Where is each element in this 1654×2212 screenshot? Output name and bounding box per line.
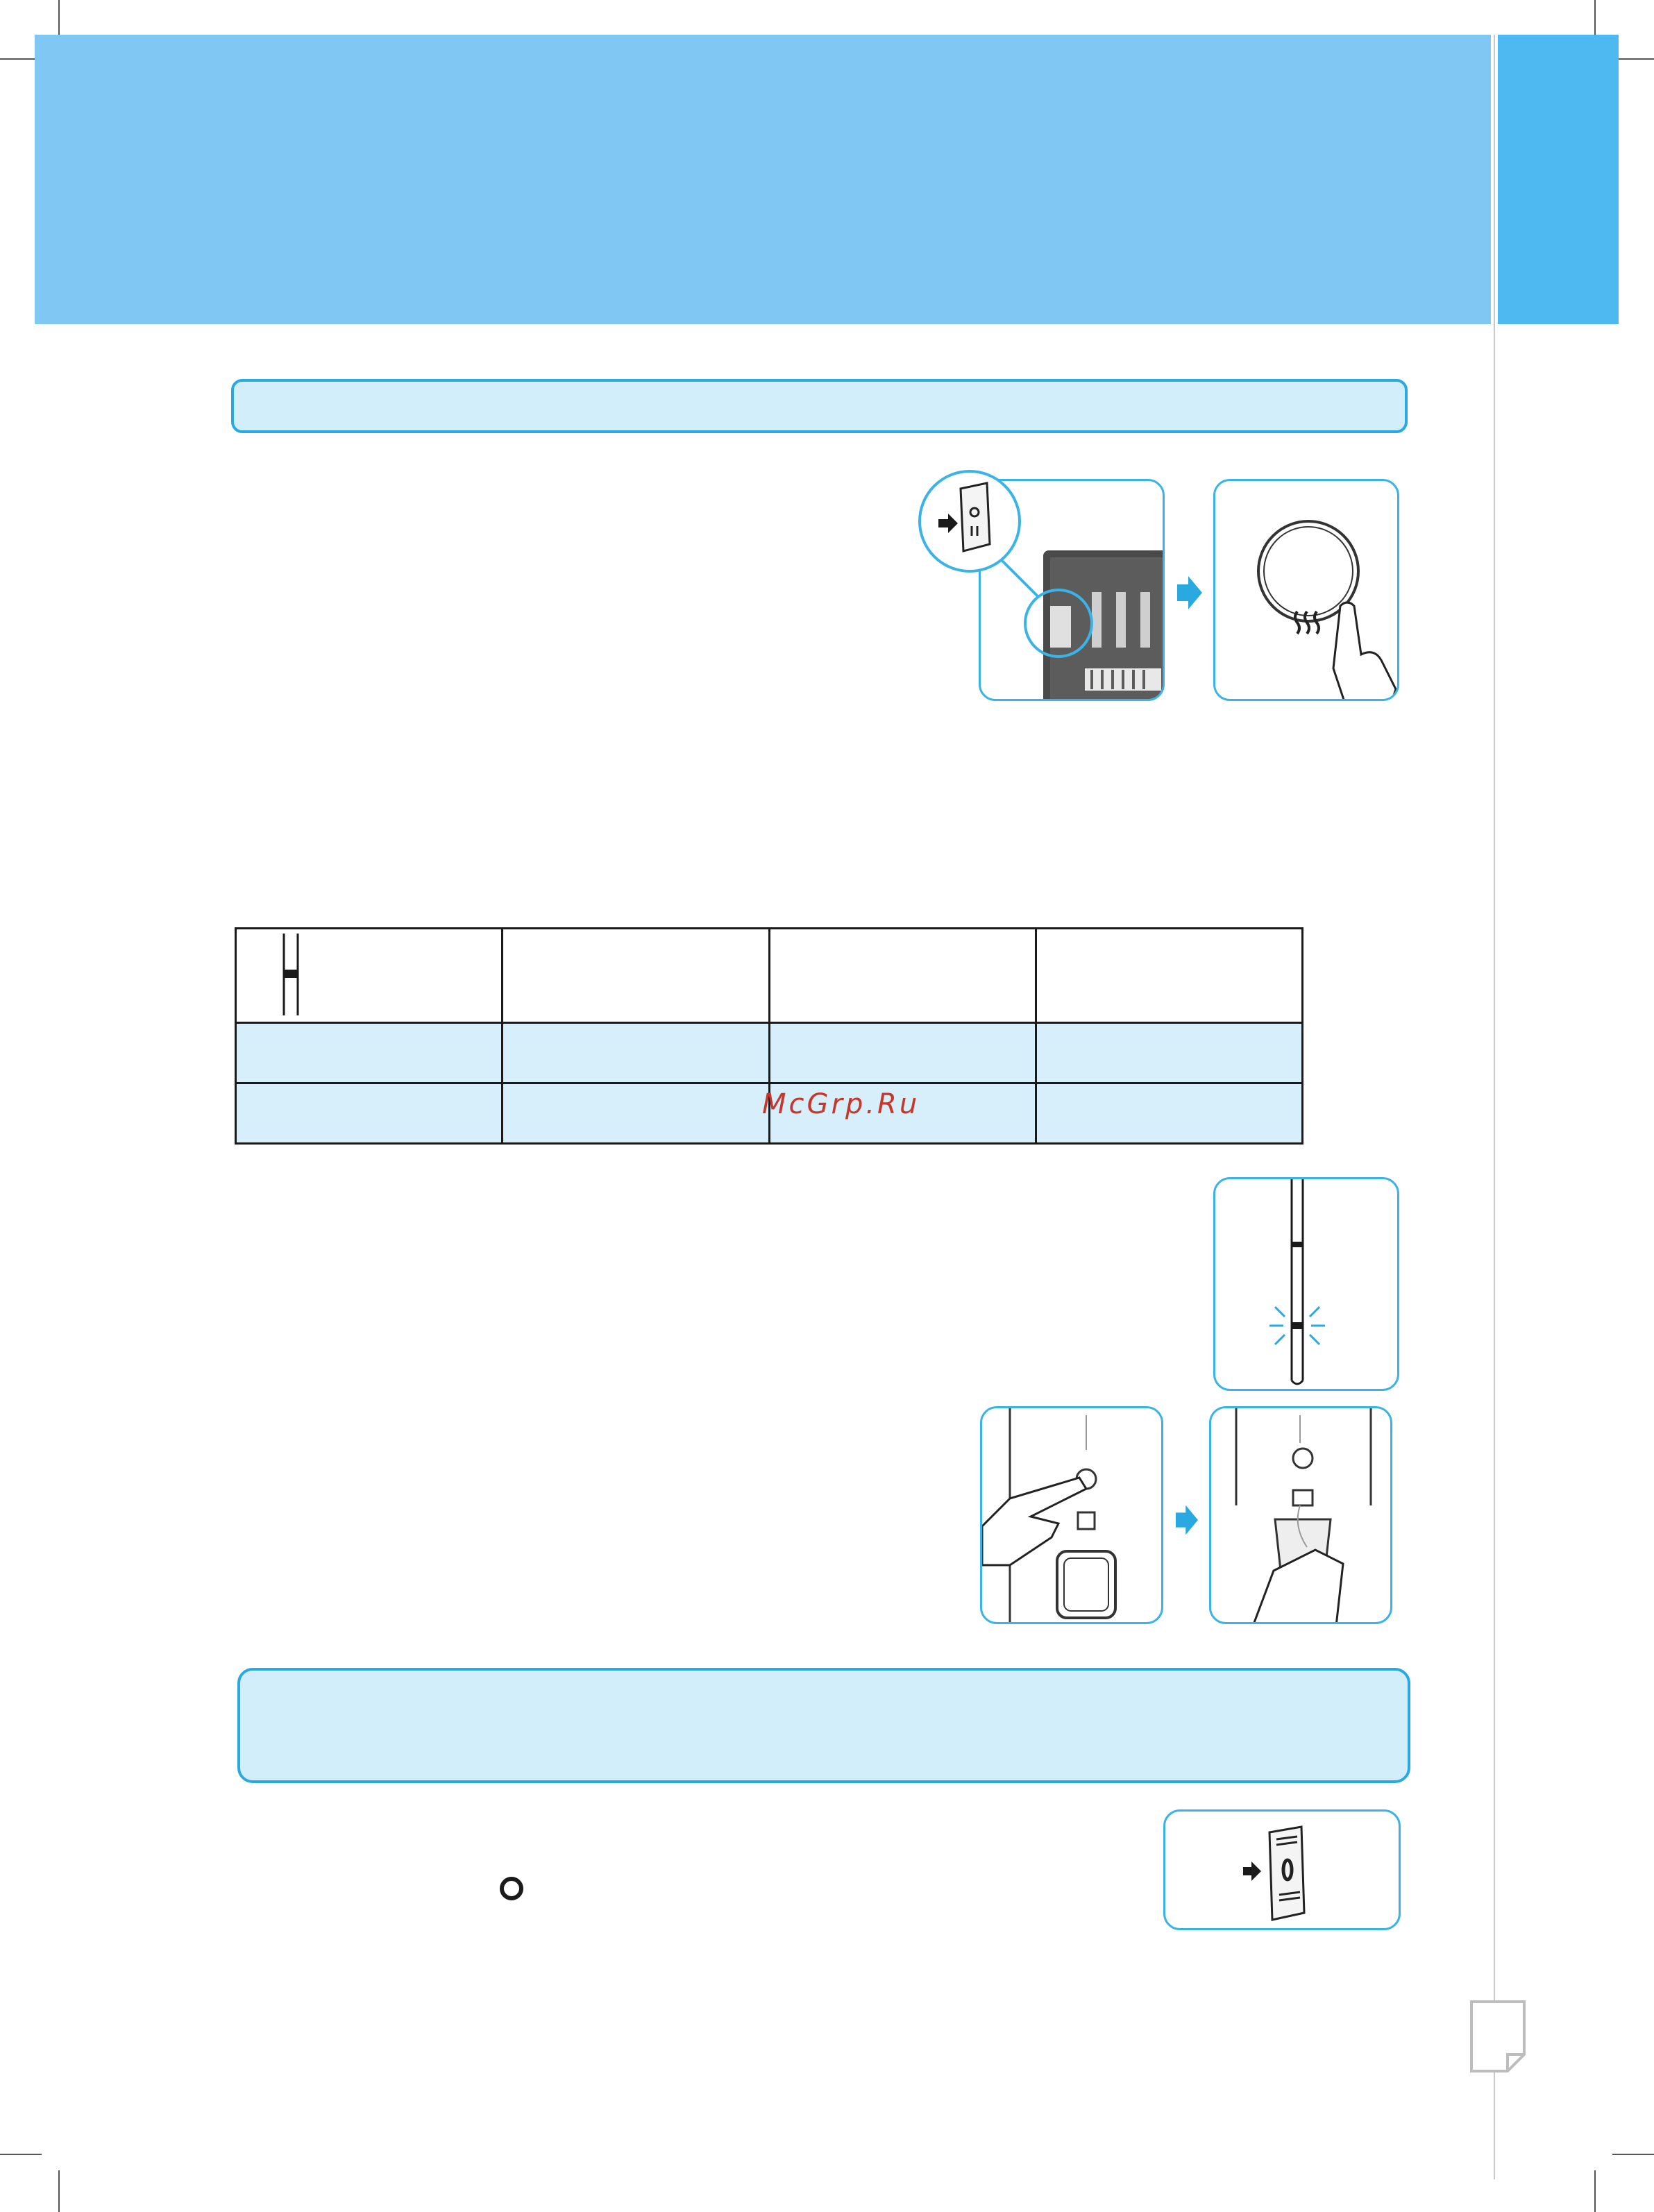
step-arrow-icon	[1177, 576, 1202, 613]
table-cell	[1036, 1083, 1302, 1144]
chapter-tab	[1498, 35, 1619, 324]
table-cell	[503, 1083, 769, 1144]
table-cell	[236, 929, 503, 1023]
table-cell	[503, 1023, 769, 1083]
table-cell	[503, 929, 769, 1023]
section-heading-bar	[231, 379, 1408, 433]
table-cell	[236, 1083, 503, 1144]
indicator-bar-icon	[237, 929, 320, 1018]
crop-mark	[0, 2154, 42, 2155]
table-cell	[769, 929, 1036, 1023]
table-cell	[769, 1023, 1036, 1083]
rocker-switch-icon	[918, 469, 1022, 573]
table-row	[236, 1023, 1303, 1083]
crop-mark	[1594, 2170, 1596, 2212]
watermark: McGrp.Ru	[762, 1088, 920, 1120]
caution-box	[237, 1668, 1410, 1783]
hot-water-button-icon	[1213, 479, 1399, 701]
page-corner-icon	[1470, 2000, 1526, 2076]
dispense-cup-illustration	[1209, 1406, 1392, 1624]
indicator-blink-illustration	[1213, 1177, 1399, 1391]
crop-mark	[1612, 58, 1654, 60]
dispense-hand-icon	[980, 1406, 1163, 1624]
table-header-row	[236, 929, 1303, 1023]
table-cell	[1036, 1023, 1302, 1083]
crop-mark	[58, 2170, 60, 2212]
power-off-switch-icon	[1163, 1809, 1401, 1930]
table-cell	[236, 1023, 503, 1083]
off-position-ring-icon	[500, 1877, 523, 1900]
header-band	[35, 35, 1491, 324]
crop-mark	[1612, 2154, 1654, 2155]
table-cell	[1036, 929, 1302, 1023]
step-arrow-icon	[1176, 1505, 1198, 1539]
margin-rule	[1494, 35, 1495, 2179]
